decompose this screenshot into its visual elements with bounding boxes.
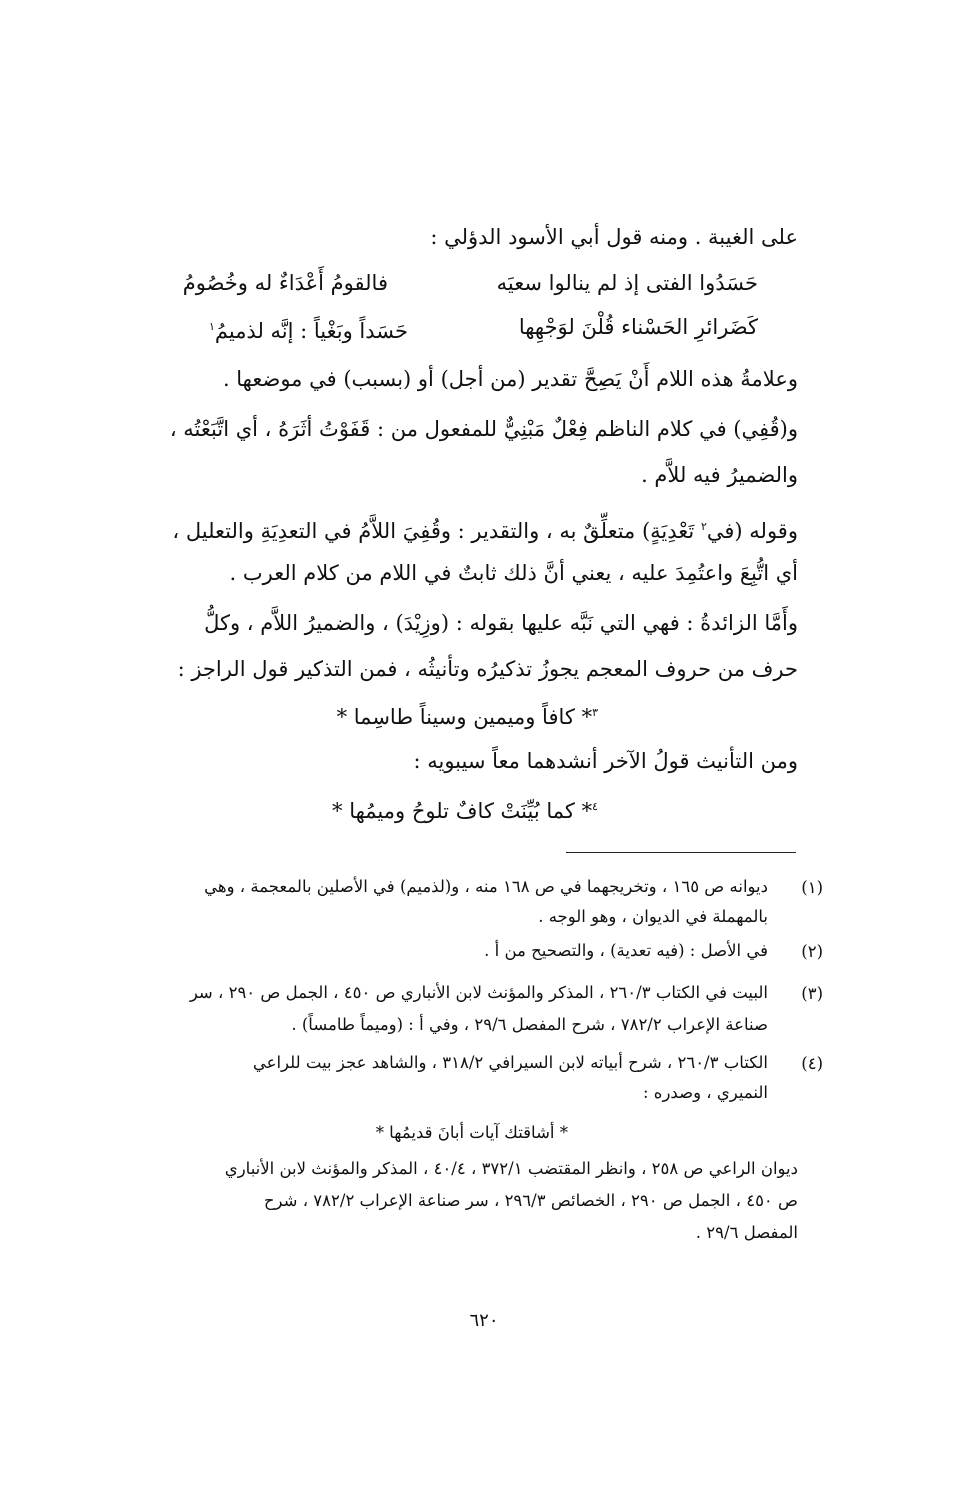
- footnote-4-line1: الكتاب ٢٦٠/٣ ، شرح أبياته لابن السيرافي ٣١٨/٢ ، والشاهد عجز بيت للراعي: [252, 1053, 768, 1072]
- footnote-4-tail-line2: ص ٤٥٠ ، الجمل ص ٢٩٠ ، الخصائص ٢٩٦/٣ ، سر صناعة الإعراب ٧٨٢/٢ ، شرح: [263, 1191, 798, 1210]
- footnote-separator: [566, 852, 796, 853]
- verse1-second-hemistich: فالقومُ أَعْدَاءٌ له وخُصُومُ: [182, 271, 388, 295]
- verse1-first-hemistich: حَسَدُوا الفتى إذ لم ينالوا سعيَه: [496, 271, 758, 295]
- footnote-2-line1: في الأصل : (فيه تعدية) ، والتصحيح من أ .: [484, 941, 768, 960]
- footnote-marker: ٣: [592, 706, 598, 719]
- footnote-1-line2: بالمهملة في الديوان ، وهو الوجه .: [538, 907, 768, 926]
- rajaz-verse-2: [332, 792, 598, 826]
- footnote-number: (٣): [801, 984, 823, 1003]
- paragraph-tanith: ومن التأنيث قولُ الآخر أنشدهما معاً سيبويه :: [413, 749, 798, 773]
- rajaz1-text: * كافاً وميمين وسيناً طاسِما *: [336, 705, 593, 729]
- intro-line: على الغيبة . ومنه قول أبي الأسود الدؤلي :: [430, 225, 798, 249]
- p3-text-a: وقوله (في: [706, 519, 798, 543]
- verse2-second-text: حَسَداً وبَغْياً : إنَّه لذميمُ: [214, 319, 408, 343]
- paragraph-qufi-line1: و(قُفِي) في كلام الناظم فِعْلٌ مَبْنِيٌّ للمفعول من : قَفَوْتُ أثَرَهُ ، أي اتَّبَعْتُه ،: [169, 417, 798, 441]
- verse2-first-hemistich: كَضَرائرِ الحَسْناء قُلْنَ لوَجْهِها: [518, 315, 758, 339]
- p3-text-b: تَعْدِيَةٍ) متعلِّقٌ به ، والتقدير : وقُفِيَ اللاَّمُ في التعدِيَةِ والتعليل ،: [172, 519, 701, 543]
- footnote-number: (١): [801, 878, 823, 897]
- paragraph-zaida-line1: وأَمَّا الزائدةُ : فهي التي نَبَّه عليها بقوله : (وزِيْدَ) ، والضميرُ اللاَّم ، وكلُّ: [204, 611, 798, 635]
- page-number: ٦٢٠: [469, 1310, 499, 1331]
- paragraph-tadiya-line2: أي اتُّبِعَ واعتُمِدَ عليه ، يعني أنَّ ذلك ثابتٌ في اللام من كلام العرب .: [229, 561, 798, 585]
- footnote-4-line2: النميري ، وصدره :: [643, 1083, 768, 1102]
- footnote-marker: ٤: [592, 800, 598, 813]
- paragraph-tadiya-line1: [172, 512, 798, 546]
- footnote-1-line1: ديوانه ص ١٦٥ ، وتخريجهما في ص ١٦٨ منه ، و(لذميم) في الأصلين بالمعجمة ، وهي: [204, 877, 768, 896]
- paragraph-zaida-line2: حرف من حروف المعجم يجوزُ تذكيرُه وتأنيثُه ، فمن التذكير قول الراجز :: [177, 657, 798, 681]
- footnote-3-line2: صناعة الإعراب ٧٨٢/٢ ، شرح المفصل ٢٩/٦ ، وفي أ : (وميماً طامساً) .: [291, 1015, 768, 1034]
- footnote-number: (٤): [801, 1054, 823, 1073]
- footnote-4-tail-line3: المفصل ٢٩/٦ .: [695, 1223, 798, 1242]
- footnote-4-verse: * أشاقتك آيات أبانَ قديمُها *: [375, 1123, 568, 1142]
- verse2-second-hemistich: [209, 312, 408, 346]
- footnote-marker: ٢: [700, 520, 707, 533]
- footnote-number: (٢): [801, 942, 823, 961]
- paragraph-qufi-line2: والضميرُ فيه للاَّم .: [641, 463, 798, 487]
- footnote-3-line1: البيت في الكتاب ٢٦٠/٣ ، المذكر والمؤنث لابن الأنباري ص ٤٥٠ ، الجمل ص ٢٩٠ ، سر: [189, 983, 768, 1002]
- footnote-marker: ١: [208, 320, 215, 333]
- rajaz-verse-1: [337, 698, 598, 732]
- rajaz2-text: * كما بُيِّنَتْ كافٌ تلوحُ وميمُها *: [332, 799, 593, 823]
- paragraph-lam-sign: وعلامةُ هذه اللام أَنْ يَصِحَّ تقدير (من أجل) أو (بسبب) في موضعها .: [222, 367, 798, 391]
- footnote-4-tail-line1: ديوان الراعي ص ٢٥٨ ، وانظر المقتضب ٣٧٢/١ ، ٤٠/٤ ، المذكر والمؤنث لابن الأنباري: [224, 1159, 798, 1178]
